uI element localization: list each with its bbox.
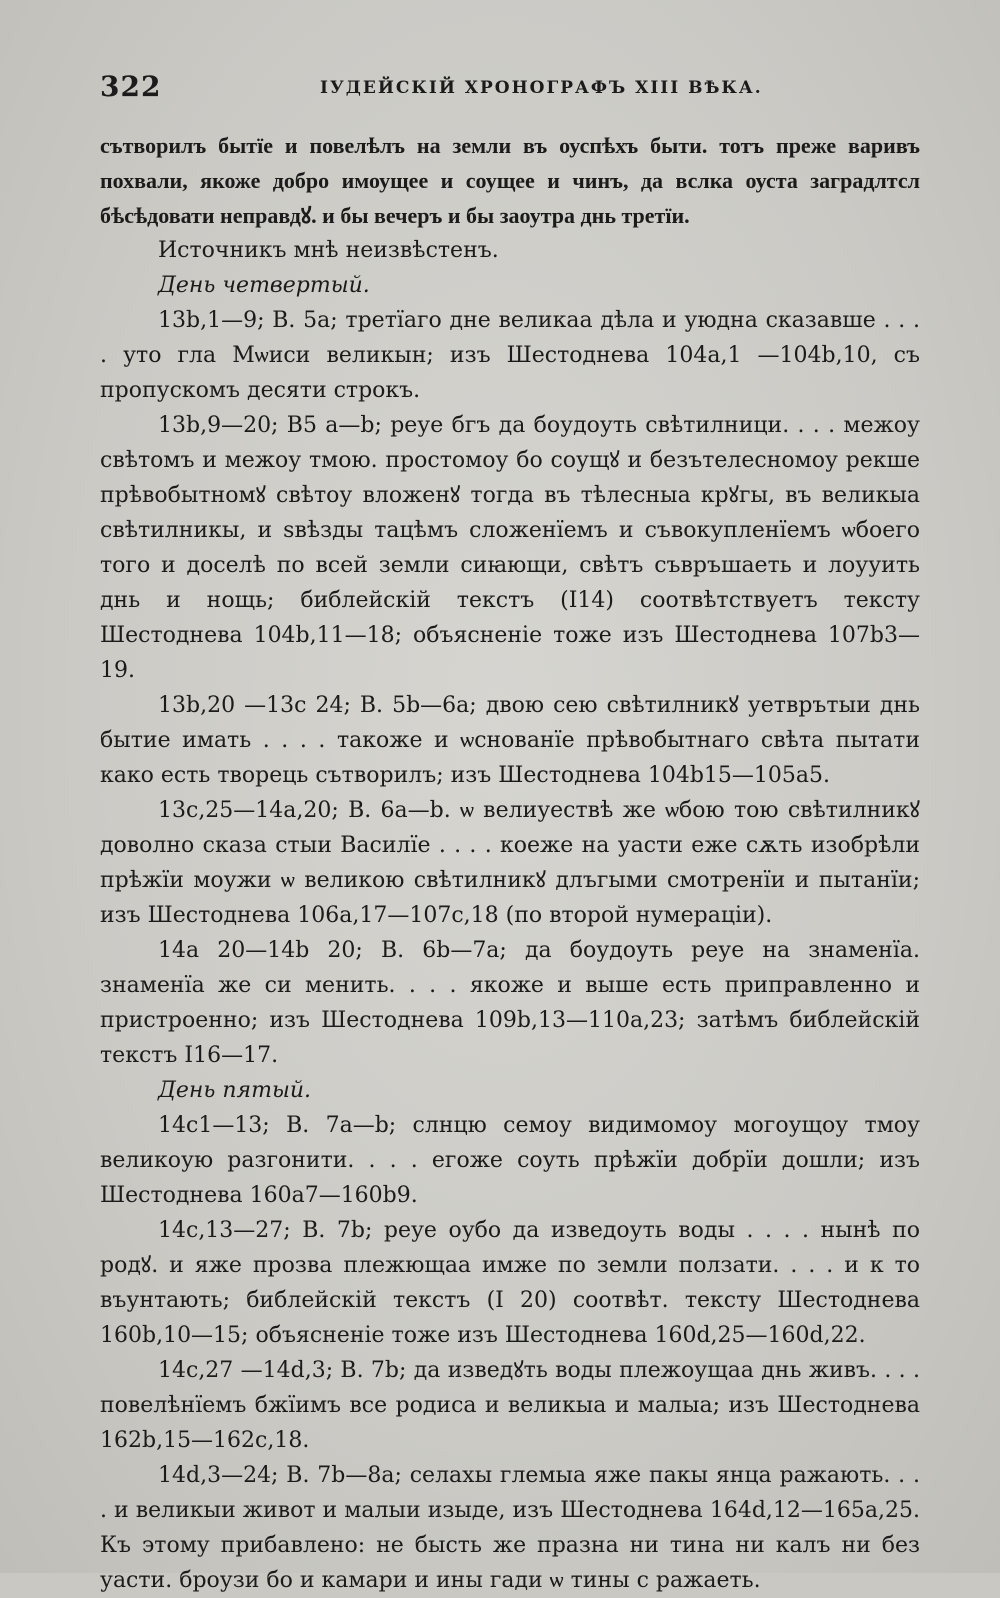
section-heading-day-five: День пятый. bbox=[158, 1078, 312, 1103]
paragraph-slavonic-quote: сътворилъ бытїе и повелѣлъ на земли въ оуспѣхъ быти. тотъ преже варивъ похвали, якоже добро имоущее и соущее и чинъ, да вслка оуста заградлтсл бѣсѣдовати неправдꙋ. и бы вечеръ и бы заоутра днь третїи. bbox=[100, 133, 920, 228]
paragraph-source-note: Источникъ мнѣ неизвѣстенъ. bbox=[158, 238, 499, 263]
page-header bbox=[100, 70, 920, 110]
paragraph-entry: 14c,13—27; В. 7b; реуе оубо да изведоуть воды . . . . нынѣ по родꙋ. и яже прозва плежющаа имже по земли ползати. . . . и к то въунтають; библейскій текстъ (I 20) соотвѣт. тексту Шестоднева 160b,10—15; объясненіе тоже изъ Шестоднева 160d,25—160d,22. bbox=[100, 1218, 920, 1348]
paragraph-entry: 13c,25—14a,20; В. 6a—b. ѡ велиуествѣ же ѡбою тою свѣтилникꙋ доволно сказа стыи Василїе . . . . коеже на уасти еже сѫть изобрѣли прѣжїи моужи ѡ великою свѣтилникꙋ длъгыми смотренїи и пытанїи; изъ Шестоднева 106a,17—107c,18 (по второй нумераціи). bbox=[100, 798, 920, 928]
paragraph-entry: 14d,3—24; В. 7b—8a; селахы глемыа яже пакы янца ражають. . . . и великыи живот и малыи изыде, изъ Шестоднева 164d,12—165a,25. Къ этому прибавлено: не бысть же празна ни тина ни калъ ни без уасти. броузи бо и камари и ины гади ѡ тины с ражаеть. bbox=[100, 1463, 920, 1593]
page-number: 322 bbox=[100, 70, 162, 103]
paragraph-entry: 13b,9—20; В5 a—b; реуе бгъ да боудоуть свѣтилници. . . . межоу свѣтомъ и межоу тмою. простомоу бо соущꙋ и безътелесномоу рекше прѣвобытномꙋ свѣтоу вложенꙋ тогда въ тѣлесныа крꙋгы, въ великыа свѣтилникы, и ѕвѣзды тацѣмъ сложенїемъ и съвокупленїемъ ѡбоего того и доселѣ по всей земли сиꙗющи, свѣтъ съвръшаеть и лоууить днь и нощь; библейскій текстъ (I14) соотвѣтствуетъ тексту Шестоднева 104b,11—18; объясненіе тоже изъ Шестоднева 107b3—19. bbox=[100, 413, 920, 683]
section-heading-day-four: День четвертый. bbox=[158, 273, 370, 298]
main-text bbox=[100, 128, 920, 1598]
paragraph-entry: 13b,20 —13c 24; В. 5b—6a; двою сею свѣтилникꙋ уетврътыи днь бытие имать . . . . такоже и ѡснованїе прѣвобытнаго свѣта пытати како есть творець сътворилъ; изъ Шестоднева 104b15—105a5. bbox=[100, 693, 920, 788]
paragraph-entry: 14c,27 —14d,3; В. 7b; да изведꙋть воды плежоущаа днь живъ. . . . повелѣнїемъ бжїимъ все родиса и великыа и малыа; изъ Шестоднева 162b,15—162c,18. bbox=[100, 1358, 920, 1453]
paragraph-entry: 14c1—13; В. 7a—b; слнцю семоу видимомоу могоущоу тмоу великоую разгонити. . . . егоже соуть прѣжїи добрїи дошли; изъ Шестоднева 160a7—160b9. bbox=[100, 1113, 920, 1208]
paragraph-entry: 14a 20—14b 20; В. 6b—7a; да боудоуть реуе на знаменїа. знаменїа же си менить. . . . якоже и выше есть приправленно и пристроенно; изъ Шестоднева 109b,13—110a,23; затѣмъ библейскій текстъ I16—17. bbox=[100, 938, 920, 1068]
paragraph-entry: 13b,1—9; В. 5a; третїаго дне великаа дѣла и уюдна сказавше . . . . уто гла Мѡиси великын; изъ Шестоднева 104a,1 —104b,10, съ пропускомъ десяти строкъ. bbox=[100, 308, 920, 403]
running-title: ІУДЕЙСКІЙ ХРОНОГРАФЪ XIII ВѢКА. bbox=[320, 78, 763, 98]
